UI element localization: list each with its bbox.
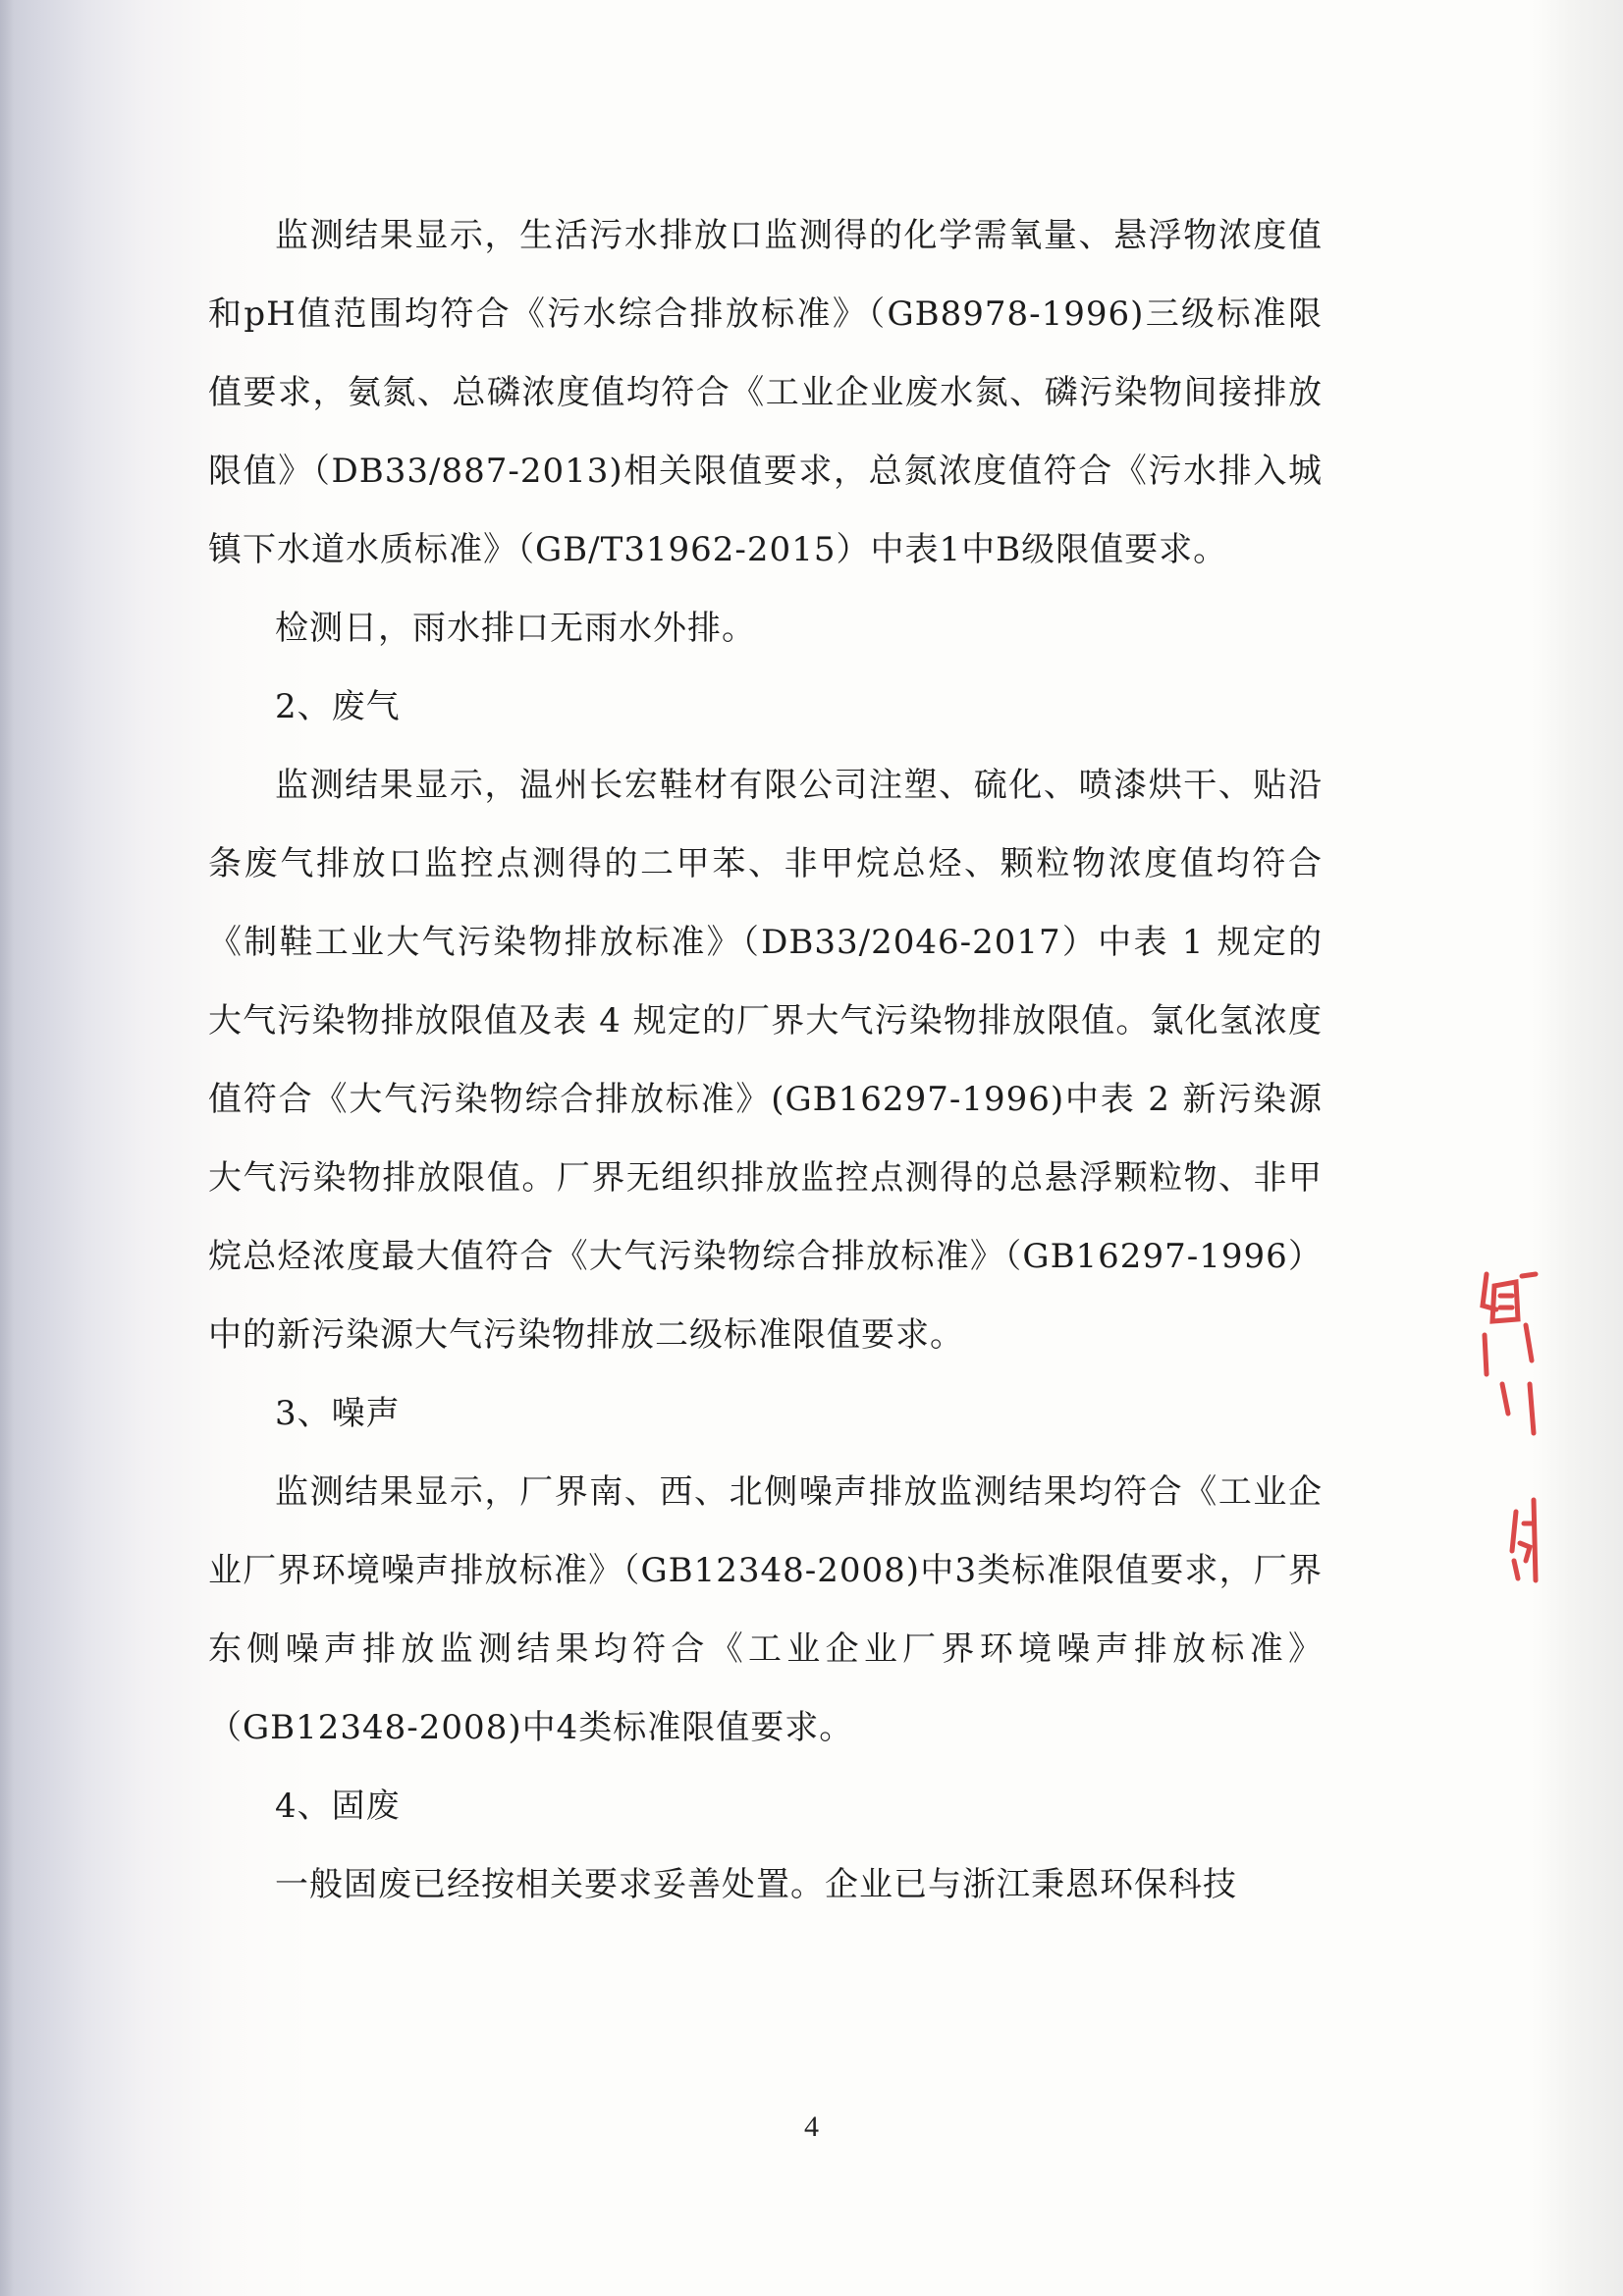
scan-shadow-edge	[0, 0, 14, 2296]
paragraph-solid-waste: 一般固废已经按相关要求妥善处置。企业已与浙江秉恩环保科技	[275, 1865, 1237, 1904]
paragraph-wastewater-results: 监测结果显示，生活污水排放口监测得的化学需氧量、悬浮物浓度值和pH值范围均符合《污水综合排放标准》（GB8978-1996)三级标准限值要求，氨氮、总磷浓度值均符合《工业企业废水氮、磷污染物间接排放限值》（DB33/887-2013)相关限值要求，总氮浓度值符合《污水排入城镇下水道水质标准》（GB/T31962-2015）中表1中B级限值要求。	[208, 216, 1323, 569]
heading-solid-waste: 4、固废	[275, 1787, 401, 1826]
paragraph-waste-gas-results: 监测结果显示，温州长宏鞋材有限公司注塑、硫化、喷漆烘干、贴沿条废气排放口监控点测得的二甲苯、非甲烷总烃、颗粒物浓度值均符合《制鞋工业大气污染物排放标准》（DB33/2046-2017）中表 1 规定的大气污染物排放限值及表 4 规定的厂界大气污染物排放限值。氯化氢浓度值符合《大气污染物综合排放标准》(GB16297-1996)中表 2 新污染源大气污染物排放限值。厂界无组织排放监控点测得的总悬浮颗粒物、非甲烷总烃浓度最大值符合《大气污染物综合排放标准》（GB16297-1996）中的新污染源大气污染物排放二级标准限值要求。	[208, 766, 1323, 1355]
document-body	[208, 196, 1323, 1924]
paragraph-noise-results: 监测结果显示，厂界南、西、北侧噪声排放监测结果均符合《工业企业厂界环境噪声排放标准》（GB12348-2008)中3类标准限值要求，厂界东侧噪声排放监测结果均符合《工业企业厂界环境噪声排放标准》（GB12348-2008)中4类标准限值要求。	[208, 1472, 1323, 1747]
heading-waste-gas: 2、废气	[275, 687, 401, 726]
page-number: 4	[804, 2110, 819, 2143]
red-seal-fragment	[1473, 1266, 1542, 1600]
seal-strokes	[1483, 1274, 1536, 1580]
paragraph-rainwater: 检测日，雨水排口无雨水外排。	[275, 609, 756, 648]
heading-noise: 3、噪声	[275, 1394, 401, 1433]
